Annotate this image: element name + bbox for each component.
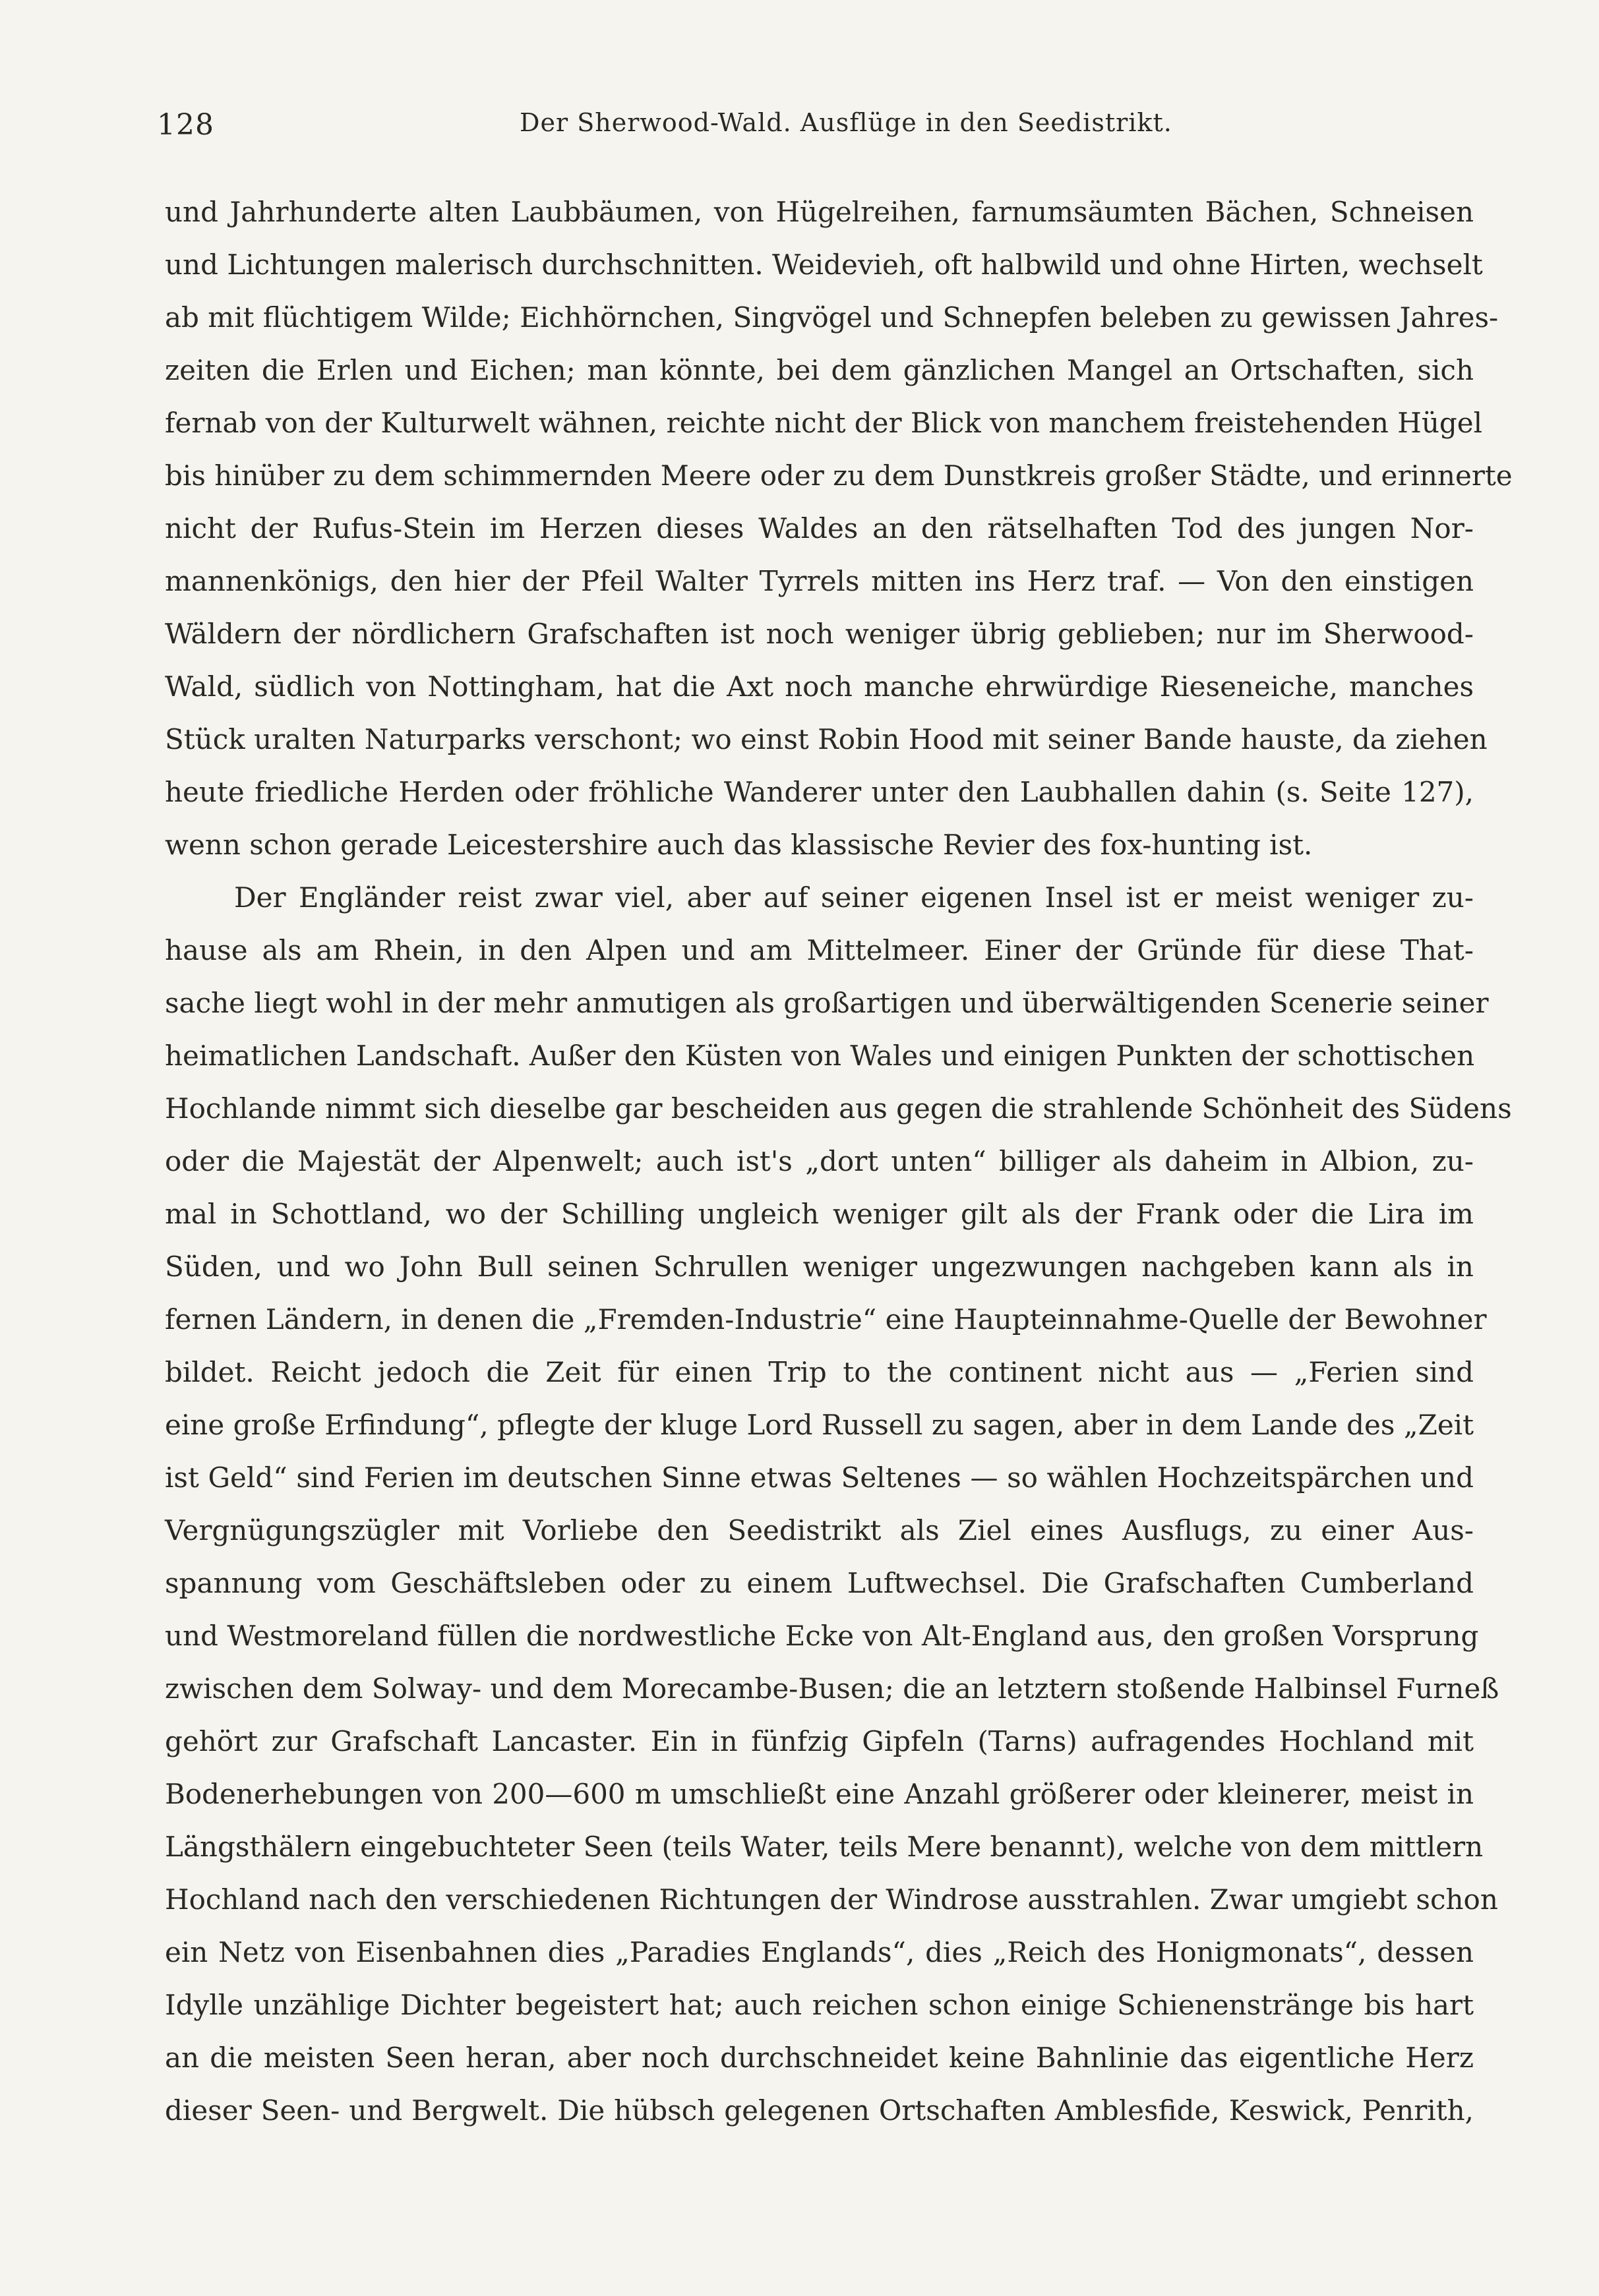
text-line: sache liegt wohl in der mehr anmutigen als großartigen und überwältigenden Scenerie seiner: [165, 987, 1489, 1019]
text-line: fernen Ländern, in denen die „Fremden-Industrie“ eine Haupteinnahme-Quelle der Bewohner: [165, 1303, 1487, 1336]
text-line: ab mit flüchtigem Wilde; Eichhörnchen, Singvögel und Schnepfen beleben zu gewissen Jahres-: [165, 301, 1499, 334]
text-line: zwischen dem Solway- und dem Morecambe-Busen; die an letztern stoßende Halbinsel Furneß: [165, 1672, 1499, 1705]
text-line: an die meisten Seen heran, aber noch durchschneidet keine Bahnlinie das eigentliche Herz: [165, 2042, 1474, 2074]
text-line: Der Engländer reist zwar viel, aber auf seiner eigenen Insel ist er meist weniger zu-: [234, 881, 1474, 914]
text-line: Vergnügungszügler mit Vorliebe den Seedistrikt als Ziel eines Ausflugs, zu einer Aus-: [165, 1514, 1474, 1546]
page-header: [157, 105, 1479, 152]
text-line: ein Netz von Eisenbahnen dies „Paradies Englands“, dies „Reich des Honigmonats“, dessen: [165, 1936, 1474, 1968]
text-line: Wäldern der nördlichern Grafschaften ist noch weniger übrig geblieben; nur im Sherwood-: [165, 618, 1474, 650]
text-line: oder die Majestät der Alpenwelt; auch ist's „dort unten“ billiger als daheim in Albion, zu-: [165, 1145, 1474, 1177]
text-line: Stück uralten Naturparks verschont; wo einst Robin Hood mit seiner Bande hauste, da ziehen: [165, 723, 1488, 755]
text-line: zeiten die Erlen und Eichen; man könnte, bei dem gänzlichen Mangel an Ortschaften, sich: [165, 354, 1474, 386]
page-number: 128: [157, 108, 214, 142]
text-line: heute friedliche Herden oder fröhliche Wanderer unter den Laubhallen dahin (s. Seite 127),: [165, 776, 1474, 808]
text-line: Wald, südlich von Nottingham, hat die Axt noch manche ehrwürdige Rieseneiche, manches: [165, 670, 1474, 703]
text-line: Längsthälern eingebuchteter Seen (teils Water, teils Mere benannt), welche von dem mittlern: [165, 1831, 1484, 1863]
text-line: und Westmoreland füllen die nordwestliche Ecke von Alt-England aus, den großen Vorsprung: [165, 1620, 1479, 1652]
text-line: dieser Seen- und Bergwelt. Die hübsch gelegenen Ortschaften Amblesfide, Keswick, Penrith,: [165, 2094, 1474, 2127]
text-line: spannung vom Geschäftsleben oder zu einem Luftwechsel. Die Grafschaften Cumberland: [165, 1567, 1474, 1599]
text-line: Idylle unzählige Dichter begeistert hat; auch reichen schon einige Schienenstränge bis hart: [165, 1989, 1474, 2021]
text-line: fernab von der Kulturwelt wähnen, reichte nicht der Blick von manchem freistehenden Hügel: [165, 407, 1483, 439]
text-line: Bodenerhebungen von 200—600 m umschließt eine Anzahl größerer oder kleinerer, meist in: [165, 1778, 1474, 1810]
text-line: eine große Erfindung“, pflegte der kluge Lord Russell zu sagen, aber in dem Lande des „Zeit: [165, 1409, 1474, 1441]
text-line: ist Geld“ sind Ferien im deutschen Sinne etwas Seltenes — so wählen Hochzeitspärchen und: [165, 1461, 1474, 1494]
text-line: bis hinüber zu dem schimmernden Meere oder zu dem Dunstkreis großer Städte, und erinnerte: [165, 459, 1513, 492]
text-line: Hochland nach den verschiedenen Richtungen der Windrose ausstrahlen. Zwar umgiebt schon: [165, 1883, 1498, 1916]
running-title: Der Sherwood-Wald. Ausflüge in den Seedistrikt.: [520, 108, 1172, 137]
text-line: wenn schon gerade Leicestershire auch das klassische Revier des fox-hunting ist.: [165, 829, 1313, 861]
text-line: Süden, und wo John Bull seinen Schrullen weniger ungezwungen nachgeben kann als in: [165, 1251, 1474, 1283]
text-line: Hochlande nimmt sich dieselbe gar bescheiden aus gegen die strahlende Schönheit des Südens: [165, 1092, 1512, 1125]
text-line: und Lichtungen malerisch durchschnitten. Weidevieh, oft halbwild und ohne Hirten, wechselt: [165, 249, 1483, 281]
text-line: und Jahrhunderte alten Laubbäumen, von Hügelreihen, farnumsäumten Bächen, Schneisen: [165, 196, 1474, 228]
text-line: hause als am Rhein, in den Alpen und am Mittelmeer. Einer der Gründe für diese That-: [165, 934, 1474, 966]
body-text: [165, 186, 1513, 2137]
text-line: nicht der Rufus-Stein im Herzen dieses Waldes an den rätselhaften Tod des jungen Nor-: [165, 512, 1474, 545]
text-line: gehört zur Grafschaft Lancaster. Ein in fünfzig Gipfeln (Tarns) aufragendes Hochland mit: [165, 1725, 1474, 1757]
text-line: mannenkönigs, den hier der Pfeil Walter Tyrrels mitten ins Herz traf. — Von den einstigen: [165, 565, 1474, 597]
text-line: mal in Schottland, wo der Schilling ungleich weniger gilt als der Frank oder die Lira im: [165, 1198, 1474, 1230]
text-line: heimatlichen Landschaft. Außer den Küsten von Wales und einigen Punkten der schottischen: [165, 1040, 1475, 1072]
text-line: bildet. Reicht jedoch die Zeit für einen Trip to the continent nicht aus — „Ferien sind: [165, 1356, 1474, 1388]
